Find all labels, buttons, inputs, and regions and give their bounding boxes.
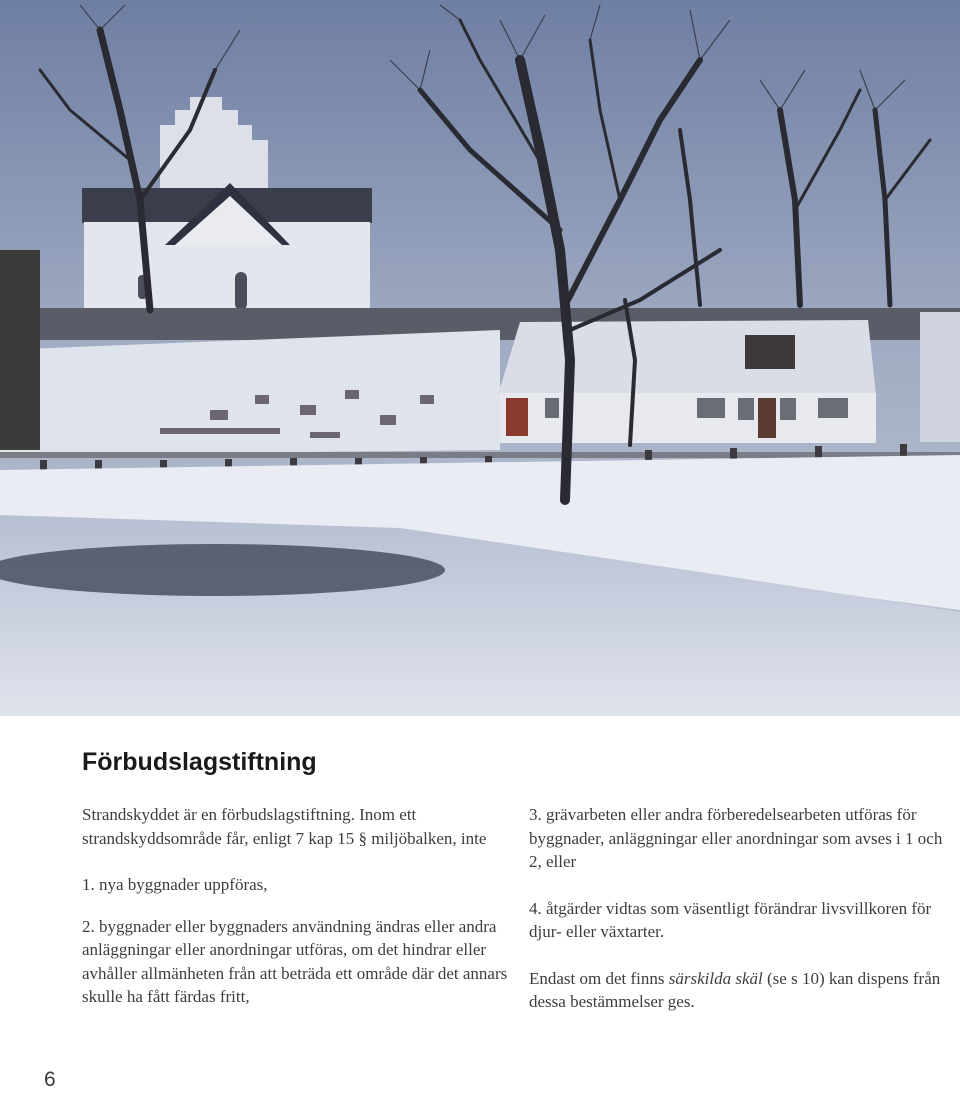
list-item-1: 1. nya byggnader uppföras, (82, 875, 268, 894)
left-column (82, 803, 522, 1032)
right-column (529, 803, 945, 1037)
list-item-2: 2. byggnader eller byggnaders användning ändras eller andra anläggningar eller anordningar utföras, om det hindrar eller avhåller allmänheten från att beträda ett område där det annars skulle ha fått färdas fritt, (82, 916, 508, 1006)
list-item-4: 4. åtgärder vidtas som väsentligt förändrar livsvillkoren för djur- eller växtarter. (529, 898, 932, 941)
intro-paragraph: Strandskyddet är en förbudslagstiftning. Inom ett strandskyddsområde får, enligt 7 kap 15 § miljöbalken, inte (82, 805, 487, 848)
list-item-3: 3. grävarbeten eller andra förberedelsearbeten utföras för byggnader, anläggningar eller anordningar som avses i 1 och 2, eller (529, 805, 943, 871)
dispensation-text-end: (se s 10) kan dispens från dessa bestämmelser ges. (529, 968, 941, 1011)
emphasis-text: särskilda skäl (668, 968, 763, 988)
page-number: 6 (44, 1068, 56, 1091)
section-heading: Förbudslagstiftning (82, 748, 317, 776)
dispensation-paragraph (529, 967, 945, 1014)
dispensation-text-start: Endast om det finns (529, 968, 669, 988)
